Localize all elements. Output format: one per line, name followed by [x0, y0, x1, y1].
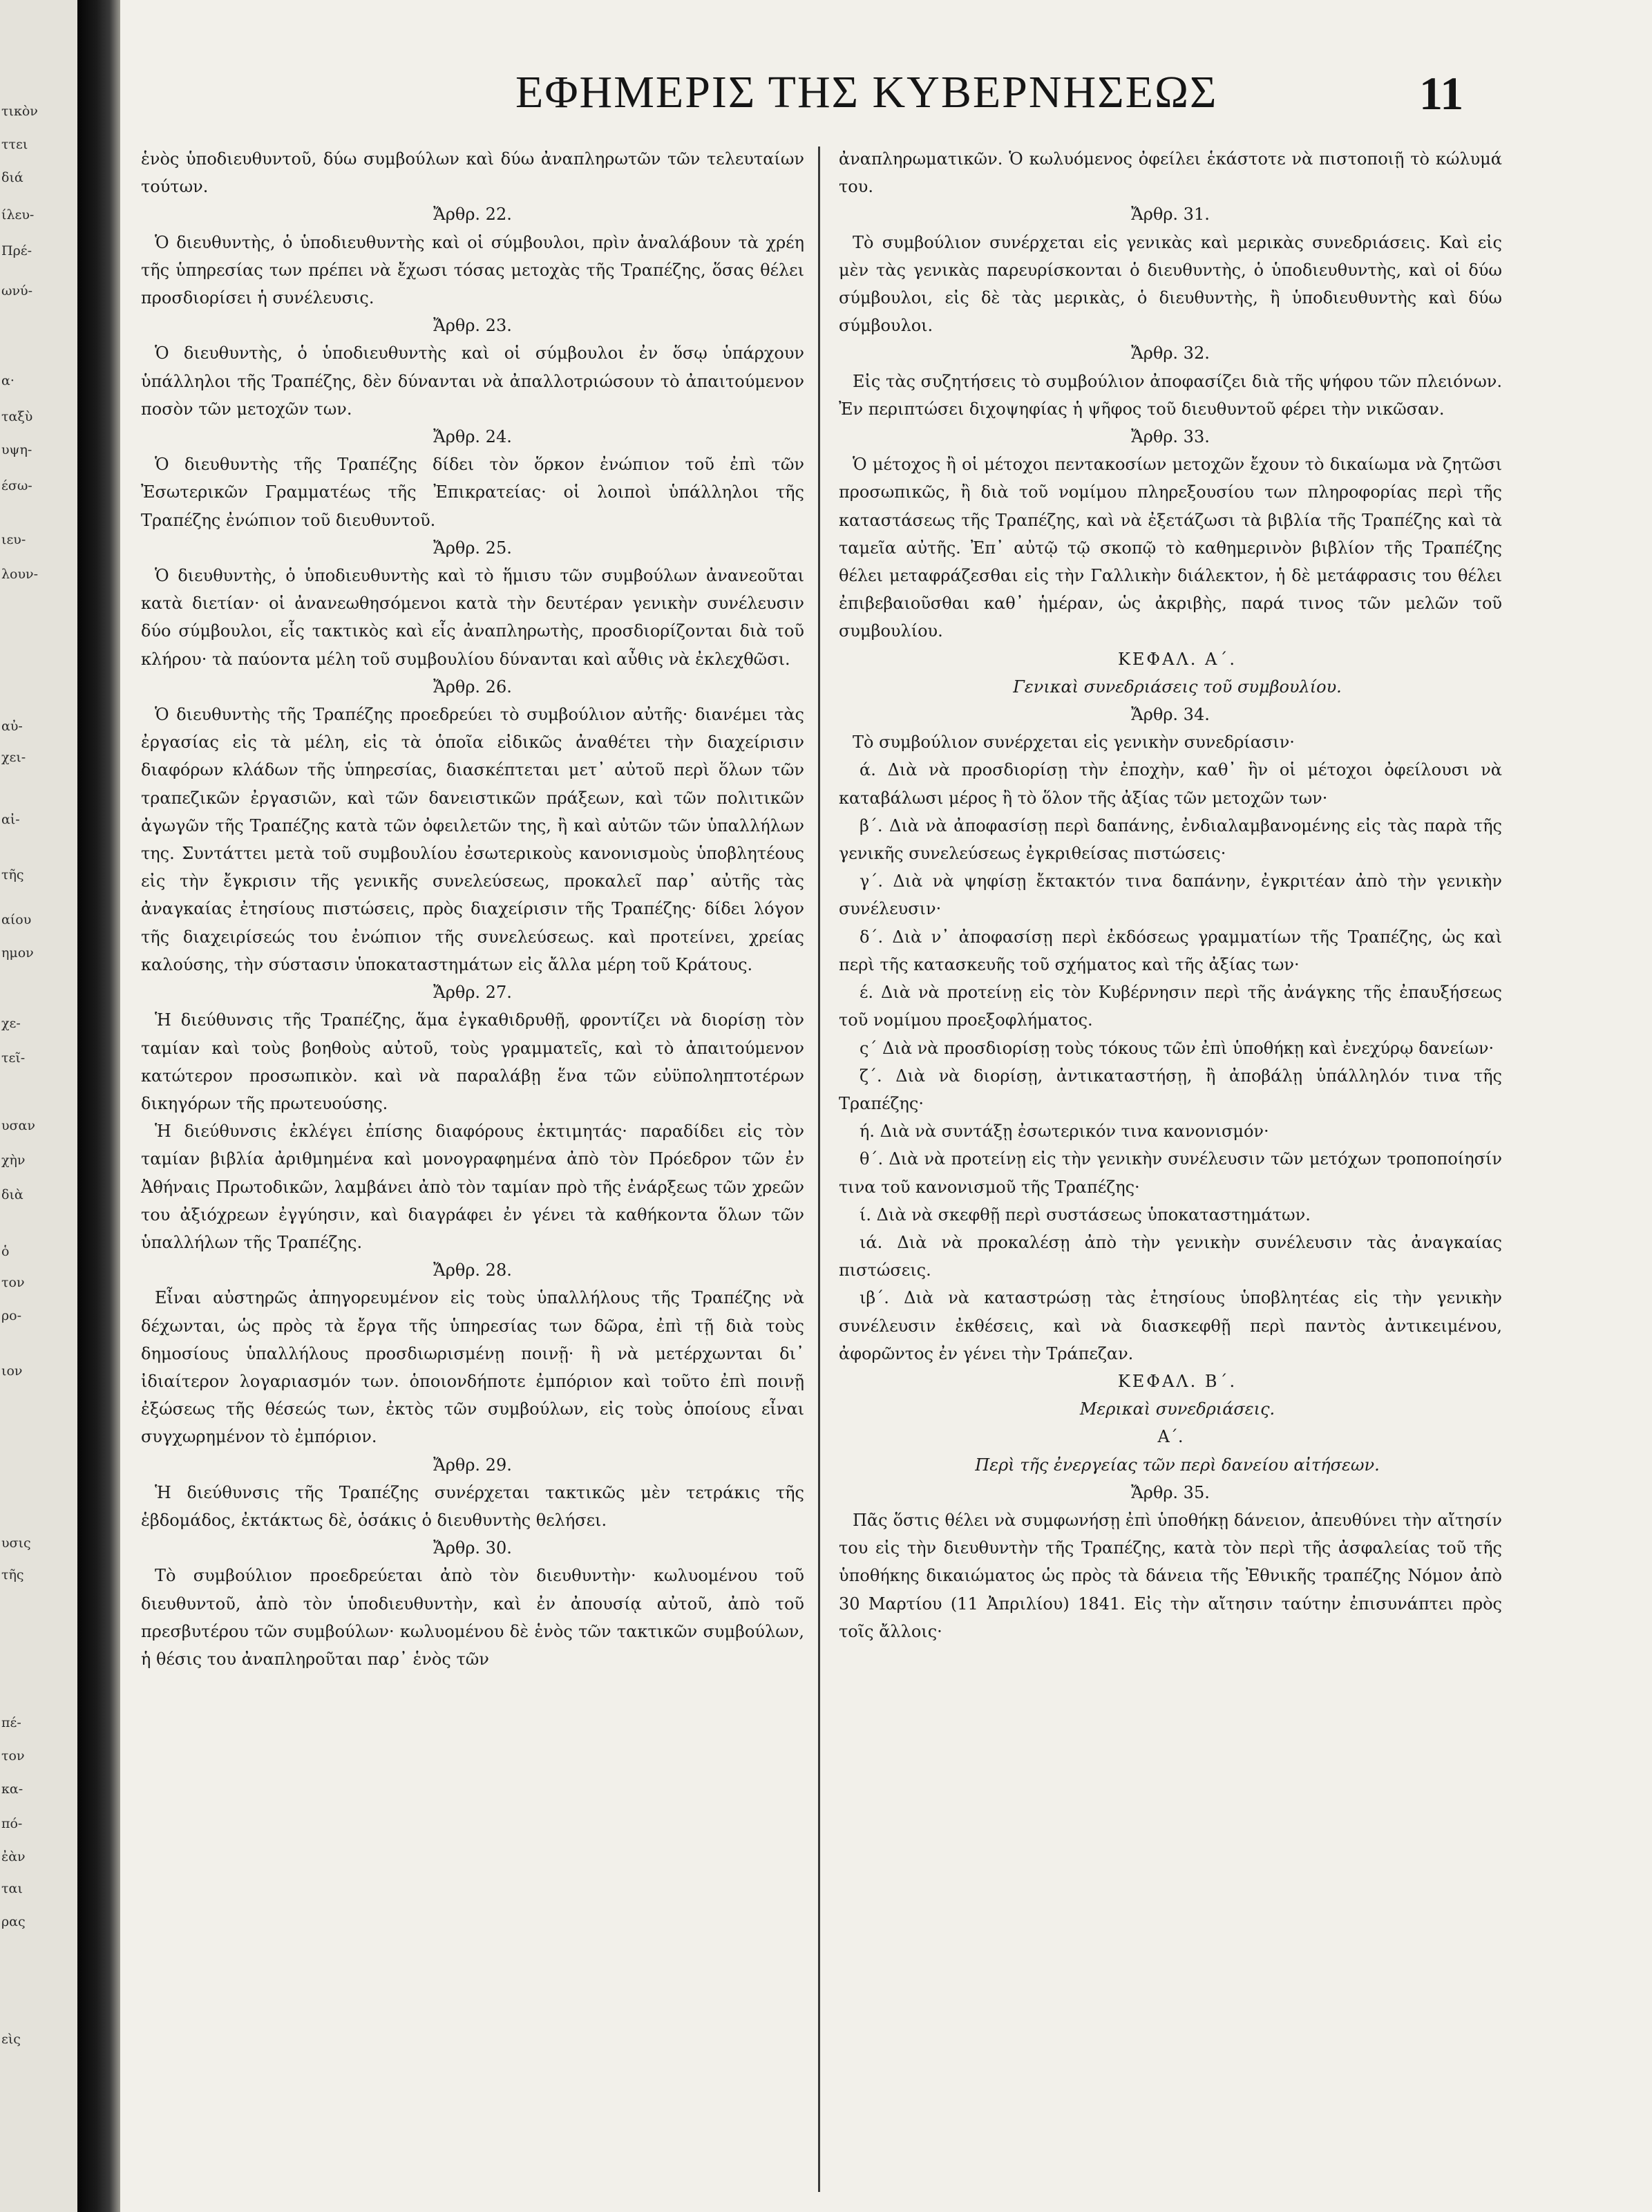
list-item: γ΄. Διὰ νὰ ψηφίσῃ ἔκτακτόν τινα δαπάνην, ἐγκριτέαν ἀπὸ τὴν γενικὴν συνέλευσιν· — [839, 871, 1502, 919]
margin-fragment: τῆς — [1, 1567, 24, 1582]
list-item: ά. Διὰ νὰ προσδιορίσῃ τὴν ἐποχὴν, καθ᾽ ἣν οἱ μέτοχοι ὀφείλουσι νὰ καταβάλωσι μέρος ἢ τὸ ὅλον τῆς ἀξίας τῶν μετοχῶν των· — [839, 760, 1502, 808]
list-item: ί. Διὰ νὰ σκεφθῇ περὶ συστάσεως ὑποκαταστημάτων. — [860, 1204, 1311, 1225]
paragraph: Ἡ διεύθυνσις τῆς Τραπέζης, ἅμα ἐγκαθιδρυθῇ, φροντίζει νὰ διορίσῃ τὸν ταμίαν καὶ τοὺς βοηθοὺς αὐτοῦ, τοὺς γραμματεῖς, καὶ τὸ ἀπαιτούμενον κατώτερον προσωπικὸν. καὶ νὰ παραλάβῃ ἕνα τῶν εὐϋποληπτοτέρων δικηγόρων τῆς πρωτευούσης. — [141, 1010, 804, 1113]
margin-fragment: υσαν — [1, 1118, 35, 1133]
margin-fragment: τικὸν — [1, 104, 38, 119]
margin-fragment: ιον — [1, 1363, 23, 1379]
paragraph: Τὸ συμβούλιον συνέρχεται εἰς γενικὰς καὶ μερικὰς συνεδριάσεις. Καὶ εἰς μὲν τὰς γενικὰς παρευρίσκονται ὁ διευθυντὴς, ὁ ὑποδιευθυντὴς, καὶ οἱ δύω σύμβουλοι, εἰς δὲ τὰς μερικὰς, ὁ διευθυντὴς, ἢ ὑποδιευθυντὴς καὶ δύω σύμβουλοι. — [839, 232, 1502, 336]
section-subheading: Μερικαὶ συνεδριάσεις. — [1079, 1399, 1275, 1419]
paragraph: Ὁ διευθυντὴς, ὁ ὑποδιευθυντὴς καὶ οἱ σύμβουλοι ἐν ὅσῳ ὑπάρχουν ὑπάλληλοι τῆς Τραπέζης, δὲν δύνανται νὰ ἀπαλλοτριώσουν τὸ ἀπαιτούμενον ποσὸν τῶν μετοχῶν των. — [141, 343, 804, 419]
margin-fragment: ίλευ- — [1, 207, 35, 223]
margin-fragment: ὁ — [1, 1244, 10, 1259]
paragraph: Ὁ μέτοχος ἢ οἱ μέτοχοι πεντακοσίων μετοχῶν ἔχουν τὸ δικαίωμα νὰ ζητῶσι προσωπικῶς, ἢ διὰ τοῦ νομίμου πληρεξουσίου των πληροφορίας περὶ τῆς καταστάσεως τῆς Τραπέζης, καὶ νὰ ἐξετάζωσι τὰ βιβλία τῆς Τραπέζης καὶ τὰ ταμεῖα αὐτῆς. Ἐπ᾽ αὐτῷ τῷ σκοπῷ τὸ καθημερινὸν βιβλίον τῆς Τραπέζης θέλει μεταφράζεσθαι εἰς τὴν Γαλλικὴν διάλεκτον, ἡ δὲ μετάφρασις του θέλει ἐπιβεβαιοῦσθαι καθ᾽ ἡμέραν, ὡς ἀκριβὴς, παρά τινος τῶν μελῶν τοῦ συμβουλίου. — [839, 455, 1502, 641]
margin-fragment: ταξὺ — [1, 409, 33, 424]
margin-fragment: διά — [1, 170, 23, 185]
margin-fragment: λουν- — [1, 567, 39, 582]
margin-fragment: χὴν — [1, 1153, 26, 1168]
article-heading: Ἄρθρ. 22. — [433, 205, 512, 225]
right-column — [839, 145, 1502, 1645]
margin-fragment: τον — [1, 1748, 25, 1764]
margin-fragment: διὰ — [1, 1187, 23, 1202]
margin-fragment: υψη- — [1, 442, 32, 457]
list-item: ιά. Διὰ νὰ προκαλέσῃ ἀπὸ τὴν γενικὴν συνέλευσιν τὰς ἀναγκαίας πιστώσεις. — [839, 1232, 1502, 1280]
paragraph: Τὸ συμβούλιον προεδρεύεται ἀπὸ τὸν διευθυντὴν· κωλυομένου τοῦ διευθυντοῦ, ἀπὸ τὸν ὑποδιευθυντὴν, καὶ ἐν ἀπουσίᾳ αὐτοῦ, ἀπὸ τοῦ πρεσβυτέρου τῶν συμβούλων· κωλυομένου δὲ ἑνὸς τῶν τακτικῶν συμβούλων, ἡ θέσις του ἀναπληροῦται παρ᾽ ἑνὸς τῶν — [141, 1566, 804, 1669]
article-heading: Ἄρθρ. 26. — [433, 677, 512, 697]
paragraph: Ἡ διεύθυνσις ἐκλέγει ἐπίσης διαφόρους ἐκτιμητάς· παραδίδει εἰς τὸν ταμίαν βιβλία ἀριθμημένα καὶ μονογραφημένα ἀπὸ τὸν Πρόεδρον τῶν ἐν Ἀθήναις Πρωτοδικῶν, λαμβάνει ἀπὸ τὸν ταμίαν πρὸ τῆς ἐνάρξεως τῶν χρεῶν του ἀξιόχρεων ἐγγύησιν, καὶ διαγράφει ἐν γένει τὰ καθήκοντα ὅλων τῶν ὑπαλλήλων τῆς Τραπέζης. — [141, 1122, 804, 1252]
margin-fragment: τῆς — [1, 867, 24, 882]
article-heading: Ἄρθρ. 32. — [1131, 343, 1210, 363]
margin-fragment: ρας — [1, 1914, 26, 1929]
margin-fragment: ωνύ- — [1, 283, 33, 299]
column-divider — [818, 146, 820, 2192]
article-heading: Ἄρθρ. 30. — [433, 1538, 512, 1558]
list-item: β΄. Διὰ νὰ ἀποφασίσῃ περὶ δαπάνης, ἐνδιαλαμβανομένης εἰς τὰς παρὰ τῆς γενικῆς συνελεύσεως ἐγκριθείσας πιστώσεις· — [839, 815, 1502, 864]
article-heading: Ἄρθρ. 35. — [1131, 1482, 1210, 1502]
paragraph: Ἡ διεύθυνσις τῆς Τραπέζης συνέρχεται τακτικῶς μὲν τετράκις τῆς ἑβδομάδος, ἐκτάκτως δὲ, ὁσάκις ὁ διευθυντὴς θελήσει. — [141, 1482, 804, 1530]
margin-fragment: πό- — [1, 1816, 23, 1831]
margin-fragment: αίου — [1, 912, 32, 927]
paragraph: Εἶναι αὐστηρῶς ἀπηγορευμένον εἰς τοὺς ὑπαλλήλους τῆς Τραπέζης νὰ δέχωνται, ὡς πρὸς τὰ ἔργα τῆς ὑπηρεσίας των δῶρα, ἐπὶ τῇ διὰ τοὺς δημοσίους ὑπαλλήλους προσδιωρισμένῃ ποινῇ· ἢ νὰ μετέρχωνται δι᾽ ἰδιαίτερον λογαριασμόν των. ὁποιονδήποτε ἐμπόριον καὶ τοῦτο ἐπὶ ποινῇ ἐξώσεως τῆς θέσεώς των, ἐκτὸς τῶν συμβούλων, εἰς τοὺς ὁποίους εἶναι συγχωρημένον τὸ ἐμπόριον. — [141, 1288, 804, 1447]
article-heading: Ἄρθρ. 29. — [433, 1455, 512, 1475]
article-heading: Ἄρθρ. 23. — [433, 316, 512, 336]
margin-fragment: χει- — [1, 750, 26, 765]
margin-fragment: ρο- — [1, 1308, 22, 1323]
margin-fragment: τεῖ- — [1, 1050, 26, 1066]
margin-fragment: ιευ- — [1, 532, 26, 547]
article-heading: Ἄρθρ. 31. — [1131, 205, 1210, 225]
article-heading: Ἄρθρ. 28. — [433, 1260, 512, 1280]
margin-fragment: ττει — [1, 137, 28, 152]
newspaper-page — [120, 0, 1652, 2212]
list-item: ή. Διὰ νὰ συντάξῃ ἐσωτερικόν τινα κανονισμόν· — [860, 1122, 1269, 1142]
margin-fragment: αἰ- — [1, 812, 20, 827]
left-column — [141, 145, 804, 1673]
margin-fragment: έσω- — [1, 478, 32, 493]
section-subheading: Γενικαὶ συνεδριάσεις τοῦ συμβουλίου. — [1013, 677, 1342, 697]
article-heading: Ἄρθρ. 25. — [433, 538, 512, 558]
list-item: θ΄. Διὰ νὰ προτείνῃ εἰς τὴν γενικὴν συνέλευσιν τῶν μετόχων τροποποίησίν τινα τοῦ κανονισμοῦ τῆς Τραπέζης· — [839, 1149, 1502, 1197]
article-heading: Ἄρθρ. 34. — [1131, 705, 1210, 725]
margin-fragment: υσις — [1, 1535, 31, 1551]
list-item: ιβ΄. Διὰ νὰ καταστρώσῃ τὰς ἐτησίους ὑποβλητέας εἰς τὴν γενικὴν συνέλευσιν ἐκθέσεις, καὶ νὰ διασκεφθῇ περὶ παντὸς ἀντικειμένου, ἀφορῶντος ἐν γένει τὴν Τράπεζαν. — [839, 1288, 1502, 1363]
book-spine — [77, 0, 120, 2212]
paragraph: Ὁ διευθυντὴς τῆς Τραπέζης δίδει τὸν ὅρκον ἐνώπιον τοῦ ἐπὶ τῶν Ἐσωτερικῶν Γραμματέως τῆς Ἐπικρατείας· οἱ λοιποὶ ὑπάλληλοι τῆς Τραπέζης ἐνώπιον τοῦ διευθυντοῦ. — [141, 455, 804, 530]
newspaper-title: ΕΦΗΜΕΡΙΣ ΤΗΣ ΚΥΒΕΡΝΗΣΕΩΣ — [515, 67, 1218, 117]
margin-fragment: ἐὰν — [1, 1849, 26, 1864]
page-header — [120, 66, 1640, 129]
adjacent-page-margin — [0, 0, 77, 2212]
paragraph: Τὸ συμβούλιον συνέρχεται εἰς γενικὴν συνεδρίασιν· — [853, 732, 1295, 753]
margin-fragment: Πρέ- — [1, 243, 32, 258]
list-item: έ. Διὰ νὰ προτείνῃ εἰς τὸν Κυβέρνησιν περὶ τῆς ἀνάγκης τῆς ἐπαυξήσεως τοῦ νομίμου προεξοφλήματος. — [839, 983, 1502, 1030]
margin-fragment: ημον — [1, 945, 34, 961]
margin-fragment: τον — [1, 1275, 25, 1290]
section-letter: Α΄. — [1157, 1427, 1184, 1447]
section-subheading: Περὶ τῆς ἐνεργείας τῶν περὶ δανείου αἰτήσεων. — [975, 1455, 1380, 1475]
margin-fragment: αὐ- — [1, 719, 23, 734]
chapter-heading: ΚΕΦΑΛ. Β΄. — [1117, 1371, 1237, 1391]
page-number: 11 — [1419, 67, 1464, 120]
margin-fragment: α· — [1, 373, 15, 388]
margin-fragment: ται — [1, 1881, 23, 1896]
margin-fragment: κα- — [1, 1781, 23, 1797]
list-item: ζ΄. Διὰ νὰ διορίσῃ, ἀντικαταστήσῃ, ἢ ἀποβάλῃ ὑπάλληλόν τινα τῆς Τραπέζης· — [839, 1066, 1502, 1113]
paragraph: Ὁ διευθυντὴς τῆς Τραπέζης προεδρεύει τὸ συμβούλιον αὐτῆς· διανέμει τὰς ἐργασίας εἰς τὰ μέλη, εἰς τὰ ὁποῖα εἰδικῶς ἀναθέτει τὴν διαχείρισιν διαφόρων κλάδων τῆς ὑπηρεσίας, διασκέπτεται μετ᾽ αὐτοῦ περὶ ὅλων τῶν τραπεζικῶν ἐργασιῶν, καὶ τῶν δανειστικῶν πράξεων, καὶ τῶν πολιτικῶν ἀγωγῶν τῆς Τραπέζης κατὰ τῶν ὀφειλετῶν της, ἢ καὶ αὐτῶν τῶν ὑπαλλήλων της. Συντάττει μετὰ τοῦ συμβουλίου ἐσωτερικοὺς κανονισμοὺς ὑποβλητέους εἰς τὴν ἔγκρισιν τῆς γενικῆς συνελεύσεως, προκαλεῖ παρ᾽ αὐτῆς τὰς ἀναγκαίας ἐτησίους πιστώσεις, πρὸς διαχείρισιν τῆς Τραπέζης· δίδει λόγον τῆς διαχειρίσεώς του ἐνώπιον τῆς συνελεύσεως. καὶ προτείνει, χρείας καλούσης, τὴν σύστασιν ὑποκαταστημάτων εἰς ἄλλα μέρη τοῦ Κράτους. — [141, 705, 804, 974]
paragraph-continuation: ἀναπληρωματικῶν. Ὁ κωλυόμενος ὀφείλει ἑκάστοτε νὰ πιστοποιῇ τὸ κώλυμά του. — [839, 149, 1502, 197]
article-heading: Ἄρθρ. 33. — [1131, 427, 1210, 447]
chapter-heading: ΚΕΦΑΛ. Α΄. — [1117, 649, 1237, 669]
list-item: ς΄ Διὰ νὰ προσδιορίσῃ τοὺς τόκους τῶν ἐπὶ ὑποθήκῃ καὶ ἐνεχύρῳ δανείων· — [860, 1038, 1494, 1058]
margin-fragment: χε- — [1, 1016, 21, 1031]
paragraph: Εἰς τὰς συζητήσεις τὸ συμβούλιον ἀποφασίζει διὰ τῆς ψήφου τῶν πλειόνων. Ἐν περιπτώσει διχοψηφίας ἡ ψῆφος τοῦ διευθυντοῦ φέρει τὴν νικῶσαν. — [839, 371, 1502, 419]
article-heading: Ἄρθρ. 24. — [433, 427, 512, 447]
paragraph: Ὁ διευθυντὴς, ὁ ὑποδιευθυντὴς καὶ τὸ ἥμισυ τῶν συμβούλων ἀνανεοῦται κατὰ διετίαν· οἱ ἀνανεωθησόμενοι κατὰ τὴν δευτέραν γενικὴν συνέλευσιν δύο σύμβουλοι, εἷς τακτικὸς καὶ εἷς ἀναπληρωτὴς, προσδιορίζονται διὰ τοῦ κλήρου· τὰ παύοντα μέλη τοῦ συμβουλίου δύνανται καὶ αὖθις νὰ ἐκλεχθῶσι. — [141, 566, 804, 669]
article-heading: Ἄρθρ. 27. — [433, 983, 512, 1003]
paragraph: Ὁ διευθυντὴς, ὁ ὑποδιευθυντὴς καὶ οἱ σύμβουλοι, πρὶν ἀναλάβουν τὰ χρέη τῆς ὑπηρεσίας των πρέπει νὰ ἔχωσι τόσας μετοχὰς τῆς Τραπέζης, ὅσας θέλει προσδιορίσει ἡ συνέλευσις. — [141, 232, 804, 308]
paragraph: Πᾶς ὅστις θέλει νὰ συμφωνήσῃ ἐπὶ ὑποθήκῃ δάνειον, ἀπευθύνει τὴν αἴτησίν του εἰς τὴν διευθυντὴν τῆς Τραπέζης, κατὰ τὸν περὶ τῆς ἀσφαλείας τοῦ τῆς ὑποθήκης δικαιώματος ὡς πρὸς τὰ δάνεια τῆς Ἐθνικῆς τραπέζης Νόμον ἀπὸ 30 Μαρτίου (11 Ἀπριλίου) 1841. Εἰς τὴν αἴτησιν ταύτην ἐπισυνάπτει πρὸς τοῖς ἄλλοις· — [839, 1510, 1502, 1641]
paragraph-continuation: ἑνὸς ὑποδιευθυντοῦ, δύω συμβούλων καὶ δύω ἀναπληρωτῶν τῶν τελευταίων τούτων. — [141, 149, 804, 197]
margin-fragment: εὶς — [1, 2032, 21, 2047]
list-item: δ΄. Διὰ ν᾽ ἀποφασίσῃ περὶ ἐκδόσεως γραμματίων τῆς Τραπέζης, ὡς καὶ περὶ τῆς κατασκευῆς τοῦ σχήματος καὶ τῆς ἀξίας των· — [839, 927, 1502, 974]
margin-fragment: πέ- — [1, 1715, 21, 1730]
